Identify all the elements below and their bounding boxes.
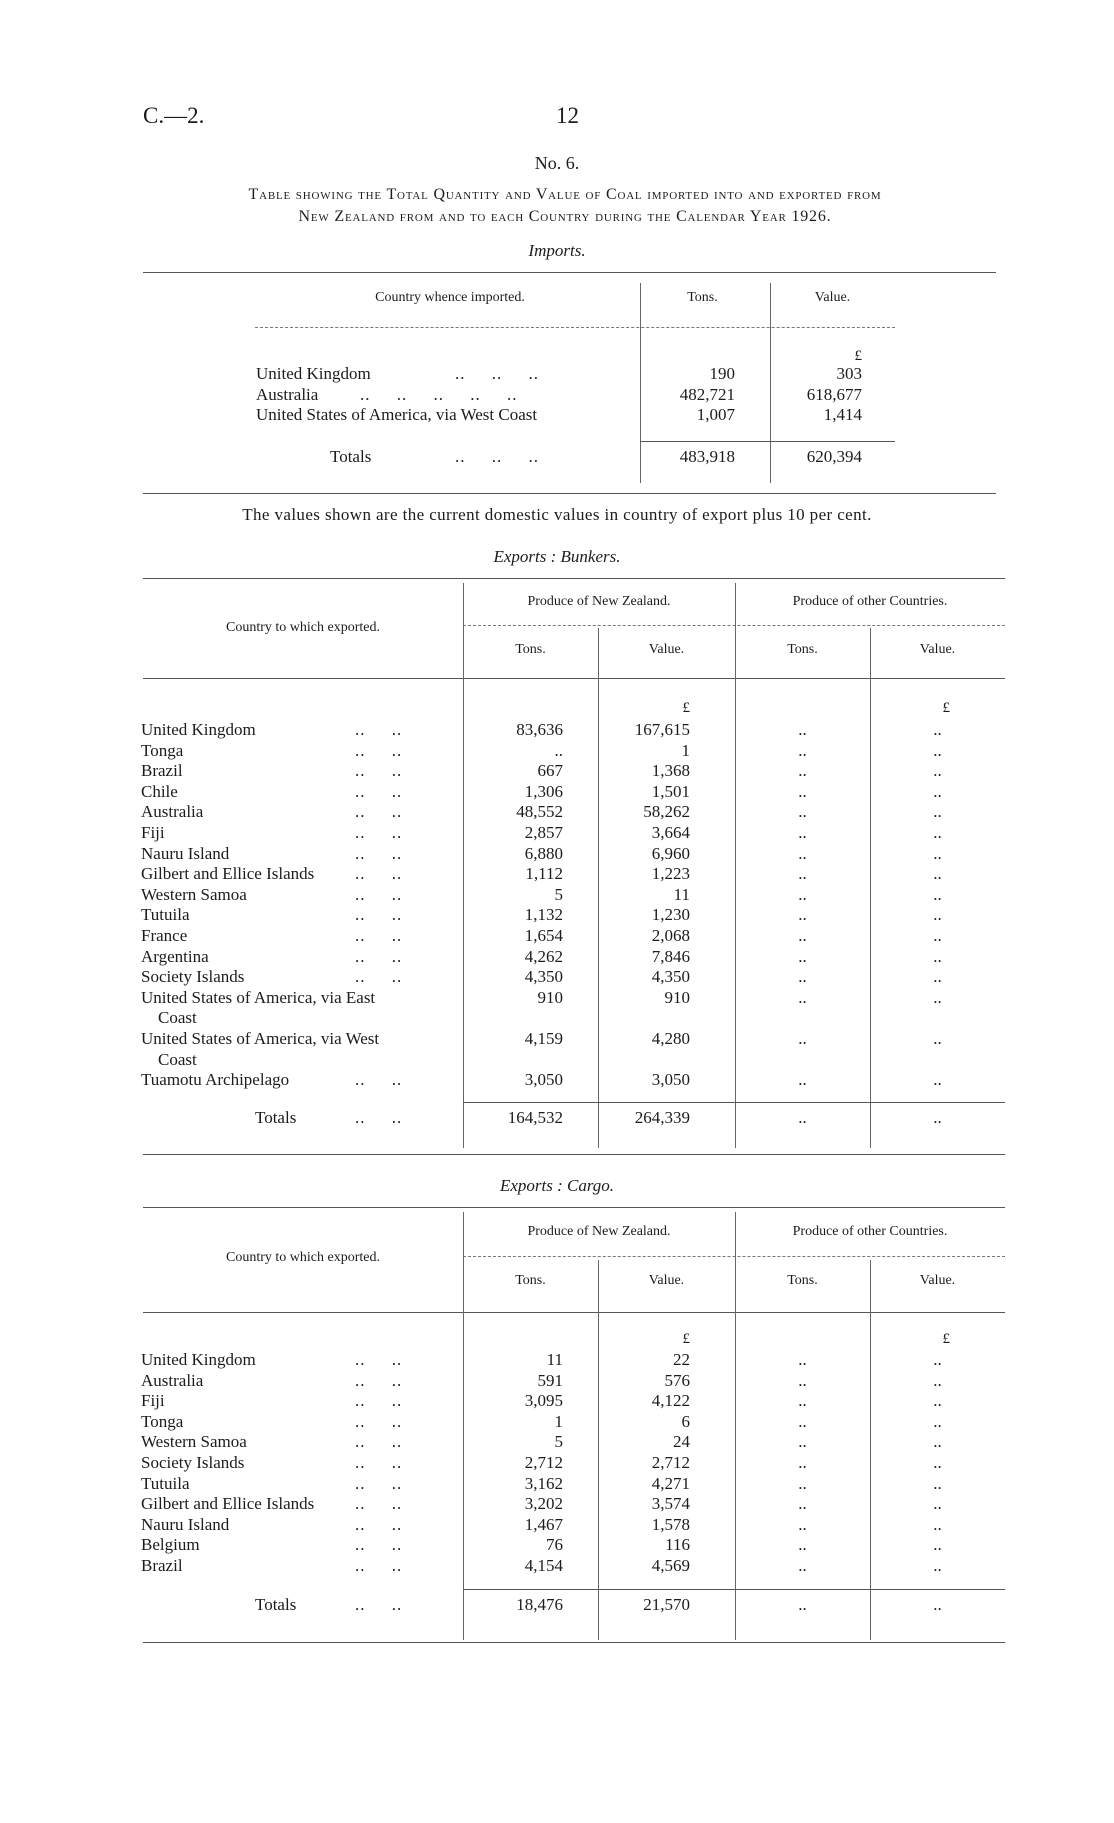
table-caption (130, 184, 1000, 228)
bunkers-currency-mark-nz: £ (682, 700, 690, 716)
bunkers-country: Nauru Island (141, 843, 230, 863)
cargo-header-nz: Produce of New Zealand. (527, 1224, 671, 1239)
bunkers-other-value: .. (933, 761, 942, 781)
cargo-other-tons: .. (798, 1453, 807, 1472)
leader-dots: .. .. (355, 1453, 403, 1472)
cargo-header-other-value: Value. (919, 1273, 956, 1288)
cargo-nz-value: 3,574 (651, 1494, 690, 1514)
imports-tons: 1,007 (696, 405, 735, 425)
leader-dots: .. .. (355, 1370, 403, 1390)
bunkers-nz-tons: 1,654 (524, 926, 563, 945)
cargo-other-tons: .. (798, 1473, 807, 1493)
cargo-currency-mark-nz: £ (682, 1331, 690, 1347)
cargo-other-value: .. (933, 1432, 942, 1452)
cargo-totals-nz-value: 21,570 (643, 1595, 690, 1614)
leader-dots: .. .. (355, 1391, 403, 1411)
imports-totals-tons: 483,918 (679, 447, 735, 466)
bunkers-header-country: Country to which exported. (226, 620, 380, 635)
cargo-bottom-rule (143, 1642, 1005, 1643)
bunkers-other-tons: .. (798, 1070, 807, 1090)
cargo-other-tons: .. (798, 1391, 807, 1411)
bunkers-other-tons: .. (798, 740, 807, 760)
bunkers-country: Tutuila (141, 905, 190, 925)
leader-dots: .. .. (355, 967, 403, 987)
cargo-other-value: .. (933, 1514, 942, 1534)
bunkers-other-value: .. (933, 905, 942, 925)
cargo-nz-value: 4,569 (651, 1556, 690, 1575)
cargo-nz-value: 576 (664, 1370, 690, 1390)
imports-header-tons: Tons. (687, 290, 718, 305)
bunkers-other-value: .. (933, 802, 942, 822)
cargo-other-value: .. (933, 1494, 942, 1514)
document-reference: C.—2. (143, 103, 205, 128)
bunkers-other-tons: .. (798, 884, 807, 904)
cargo-nz-value: 4,271 (651, 1473, 690, 1493)
cargo-other-value: .. (933, 1535, 942, 1555)
bunkers-totals-label: Totals (255, 1108, 297, 1127)
cargo-totals-label: Totals (255, 1595, 297, 1614)
bunkers-nz-tons: 3,050 (524, 1070, 563, 1090)
imports-header-country: Country whence imported. (375, 290, 525, 305)
cargo-group-rule (463, 1256, 1005, 1257)
cargo-top-rule (143, 1207, 1005, 1208)
bunkers-other-value: .. (933, 781, 942, 801)
leader-dots: .. .. (355, 1535, 403, 1555)
bunkers-bottom-rule (143, 1154, 1005, 1155)
cargo-other-value: .. (933, 1453, 942, 1472)
cargo-nz-value: 6 (681, 1411, 690, 1431)
cargo-country: Fiji (141, 1391, 165, 1411)
bunkers-other-tons: .. (798, 761, 807, 781)
cargo-country: Brazil (141, 1556, 183, 1575)
bunkers-other-value: .. (933, 926, 942, 945)
bunkers-other-value: .. (933, 720, 942, 739)
bunkers-group-rule (463, 625, 1005, 626)
leader-dots: .. .. (355, 926, 403, 945)
leader-dots: .. .. (355, 720, 403, 739)
bunkers-nz-tons: 1,132 (524, 905, 563, 925)
values-note: The values shown are the current domestic values in country of export plus 10 per cent. (242, 505, 872, 524)
cargo-country: Nauru Island (141, 1514, 230, 1534)
bunkers-other-value: .. (933, 987, 942, 1007)
bunkers-country: Australia (141, 802, 204, 822)
cargo-nz-value: 4,122 (651, 1391, 690, 1411)
bunkers-nz-value: 4,350 (651, 967, 690, 987)
cargo-header-nz-value: Value. (648, 1273, 685, 1288)
leader-dots: .. .. (355, 1473, 403, 1493)
bunkers-nz-tons: 910 (537, 987, 563, 1007)
imports-tons: 190 (709, 364, 735, 383)
bunkers-other-tons: .. (798, 926, 807, 945)
cargo-other-value: .. (933, 1556, 942, 1575)
cargo-nz-tons: 4,154 (524, 1556, 563, 1575)
cargo-other-tons: .. (798, 1514, 807, 1534)
imports-country: Australia (256, 384, 319, 404)
bunkers-country: Chile (141, 781, 178, 801)
cargo-country: Western Samoa (141, 1432, 247, 1452)
cargo-header-other-tons: Tons. (787, 1273, 818, 1288)
imports-value: 618,677 (806, 384, 862, 404)
leader-dots: .. .. (355, 740, 403, 760)
cargo-country: United Kingdom (141, 1350, 256, 1369)
bunkers-country: United Kingdom (141, 720, 256, 739)
bunkers-nz-tons: 5 (554, 884, 563, 904)
imports-value: 303 (836, 364, 862, 383)
cargo-nz-value: 22 (673, 1350, 690, 1369)
imports-header-value: Value. (814, 290, 851, 305)
cargo-heading: Exports : Cargo. (499, 1176, 615, 1195)
bunkers-totals-other-value: .. (933, 1108, 942, 1127)
cargo-country: Australia (141, 1370, 204, 1390)
bunkers-nz-value: 2,068 (651, 926, 690, 945)
cargo-nz-tons: 76 (546, 1535, 563, 1555)
bunkers-other-value: .. (933, 1070, 942, 1090)
bunkers-totals-nz-tons: 164,532 (507, 1108, 563, 1127)
bunkers-other-tons: .. (798, 802, 807, 822)
bunkers-other-tons: .. (798, 905, 807, 925)
imports-country: United States of America, via West Coast (256, 405, 538, 425)
cargo-nz-tons: 1,467 (524, 1514, 563, 1534)
bunkers-nz-value: 7,846 (651, 946, 690, 966)
leader-dots: .. .. .. (455, 364, 539, 383)
bunkers-nz-value: 167,615 (634, 720, 690, 739)
bunkers-other-tons: .. (798, 967, 807, 987)
bunkers-country: France (141, 926, 188, 945)
cargo-nz-tons: 2,712 (524, 1453, 563, 1472)
cargo-other-value: .. (933, 1370, 942, 1390)
bunkers-totals-other-tons: .. (798, 1108, 807, 1127)
leader-dots: .. .. (355, 1514, 403, 1534)
bunkers-other-tons: .. (798, 823, 807, 842)
cargo-other-tons: .. (798, 1411, 807, 1431)
cargo-nz-value: 116 (665, 1535, 690, 1555)
bunkers-country: United States of America, via East (141, 987, 376, 1007)
cargo-nz-tons: 3,202 (524, 1494, 563, 1514)
cargo-header-other: Produce of other Countries. (792, 1224, 948, 1239)
bunkers-nz-value: 6,960 (651, 843, 690, 863)
cargo-other-value: .. (933, 1350, 942, 1369)
cargo-country: Tonga (141, 1411, 184, 1431)
bunkers-totals-nz-value: 264,339 (634, 1108, 690, 1127)
bunkers-country: Tonga (141, 740, 184, 760)
bunkers-totals-rule (463, 1102, 1005, 1103)
bunkers-other-tons: .. (798, 987, 807, 1007)
leader-dots: .. .. (355, 1595, 403, 1614)
leader-dots: .. .. .. .. .. (360, 384, 518, 404)
bunkers-country: Brazil (141, 761, 183, 781)
bunkers-nz-value: 1,501 (651, 781, 690, 801)
leader-dots: .. .. .. (455, 447, 539, 466)
bunkers-country: Argentina (141, 946, 209, 966)
bunkers-country-cont: Coast (158, 1008, 197, 1028)
bunkers-nz-value: 58,262 (643, 802, 690, 822)
cargo-country: Tutuila (141, 1473, 190, 1493)
bunkers-nz-tons: 4,262 (524, 946, 563, 966)
imports-totals-label: Totals (330, 447, 372, 466)
bunkers-other-value: .. (933, 946, 942, 966)
bunkers-nz-value: 3,050 (651, 1070, 690, 1090)
cargo-totals-other-tons: .. (798, 1595, 807, 1614)
cargo-nz-tons: 3,162 (524, 1473, 563, 1493)
bunkers-nz-tons: 667 (537, 761, 563, 781)
imports-currency-mark: £ (854, 348, 862, 364)
bunkers-header-other-value: Value. (919, 642, 956, 657)
bunkers-nz-value: 1,223 (651, 864, 690, 884)
bunkers-other-value: .. (933, 864, 942, 884)
leader-dots: .. .. (355, 864, 403, 884)
leader-dots: .. .. (355, 1350, 403, 1369)
imports-value: 1,414 (823, 405, 862, 425)
bunkers-country: Society Islands (141, 967, 245, 987)
bunkers-other-value: .. (933, 843, 942, 863)
leader-dots: .. .. (355, 843, 403, 863)
bunkers-header-nz: Produce of New Zealand. (527, 594, 671, 609)
cargo-nz-tons: 591 (537, 1370, 563, 1390)
bunkers-other-tons: .. (798, 1029, 807, 1048)
imports-heading: Imports. (528, 241, 586, 260)
leader-dots: .. .. (355, 1108, 403, 1127)
bunkers-other-value: .. (933, 740, 942, 760)
cargo-totals-nz-tons: 18,476 (516, 1595, 563, 1614)
bunkers-country: Gilbert and Ellice Islands (141, 864, 315, 884)
imports-totals-rule (640, 441, 895, 442)
leader-dots: .. .. (355, 823, 403, 842)
bunkers-header-rule (143, 678, 1005, 679)
imports-tons: 482,721 (679, 384, 735, 404)
bunkers-nz-tons: 4,159 (524, 1029, 563, 1048)
bunkers-heading: Exports : Bunkers. (493, 547, 621, 566)
cargo-nz-value: 24 (673, 1432, 690, 1452)
cargo-nz-tons: 1 (554, 1411, 563, 1431)
bunkers-other-tons: .. (798, 781, 807, 801)
bunkers-nz-value: 4,280 (651, 1029, 690, 1048)
cargo-other-tons: .. (798, 1494, 807, 1514)
cargo-other-tons: .. (798, 1535, 807, 1555)
imports-top-rule (143, 272, 996, 273)
leader-dots: .. .. (355, 946, 403, 966)
bunkers-nz-value: 3,664 (651, 823, 690, 842)
cargo-nz-tons: 3,095 (524, 1391, 563, 1411)
bunkers-country: Tuamotu Archipelago (141, 1070, 290, 1090)
cargo-totals-rule (463, 1589, 1005, 1590)
leader-dots: .. .. (355, 1556, 403, 1575)
table-number: No. 6. (534, 153, 580, 173)
cargo-nz-value: 2,712 (651, 1453, 690, 1472)
cargo-other-tons: .. (798, 1370, 807, 1390)
cargo-country: Gilbert and Ellice Islands (141, 1494, 315, 1514)
leader-dots: .. .. (355, 761, 403, 781)
bunkers-other-value: .. (933, 823, 942, 842)
cargo-other-tons: .. (798, 1350, 807, 1369)
bunkers-other-tons: .. (798, 843, 807, 863)
bunkers-nz-value: 11 (673, 884, 690, 904)
leader-dots: .. .. (355, 781, 403, 801)
imports-country: United Kingdom (256, 364, 371, 383)
bunkers-nz-tons: 1,306 (524, 781, 563, 801)
page-number: 12 (556, 103, 579, 128)
leader-dots: .. .. (355, 884, 403, 904)
cargo-totals-other-value: .. (933, 1595, 942, 1614)
cargo-other-tons: .. (798, 1432, 807, 1452)
cargo-country: Belgium (141, 1535, 200, 1555)
leader-dots: .. .. (355, 1411, 403, 1431)
bunkers-header-other-tons: Tons. (787, 642, 818, 657)
bunkers-header-other: Produce of other Countries. (792, 594, 948, 609)
bunkers-nz-tons: .. (554, 740, 563, 760)
cargo-header-rule (143, 1312, 1005, 1313)
cargo-nz-tons: 11 (546, 1350, 563, 1369)
bunkers-nz-value: 910 (664, 987, 690, 1007)
imports-totals-value: 620,394 (806, 447, 862, 466)
cargo-header-country: Country to which exported. (226, 1250, 380, 1265)
bunkers-country: Western Samoa (141, 884, 247, 904)
bunkers-country: United States of America, via West (141, 1029, 380, 1048)
bunkers-nz-tons: 4,350 (524, 967, 563, 987)
cargo-country: Society Islands (141, 1453, 245, 1472)
bunkers-nz-tons: 1,112 (525, 864, 563, 884)
imports-bottom-rule (143, 493, 996, 494)
leader-dots: .. .. (355, 1070, 403, 1090)
leader-dots: .. .. (355, 1432, 403, 1452)
bunkers-nz-tons: 6,880 (524, 843, 563, 863)
bunkers-other-value: .. (933, 1029, 942, 1048)
bunkers-header-nz-value: Value. (648, 642, 685, 657)
cargo-other-value: .. (933, 1391, 942, 1411)
cargo-currency-mark-other: £ (942, 1331, 950, 1347)
bunkers-nz-value: 1,368 (651, 761, 690, 781)
bunkers-nz-tons: 83,636 (516, 720, 563, 739)
bunkers-country-cont: Coast (158, 1049, 197, 1069)
bunkers-nz-value: 1,230 (651, 905, 690, 925)
leader-dots: .. .. (355, 1494, 403, 1514)
cargo-nz-value: 1,578 (651, 1514, 690, 1534)
bunkers-other-tons: .. (798, 720, 807, 739)
bunkers-other-value: .. (933, 967, 942, 987)
bunkers-nz-value: 1 (681, 740, 690, 760)
bunkers-nz-tons: 2,857 (524, 823, 563, 842)
bunkers-other-tons: .. (798, 864, 807, 884)
cargo-other-value: .. (933, 1473, 942, 1493)
cargo-other-tons: .. (798, 1556, 807, 1575)
cargo-nz-tons: 5 (554, 1432, 563, 1452)
leader-dots: .. .. (355, 905, 403, 925)
caption-line-2: New Zealand from and to each Country during the Calendar Year 1926. (298, 208, 832, 225)
cargo-other-value: .. (933, 1411, 942, 1431)
bunkers-nz-tons: 48,552 (516, 802, 563, 822)
bunkers-country: Fiji (141, 823, 165, 842)
cargo-header-nz-tons: Tons. (515, 1273, 546, 1288)
caption-line-1: Table showing the Total Quantity and Value of Coal imported into and exported from (248, 186, 882, 203)
bunkers-currency-mark-other: £ (942, 700, 950, 716)
bunkers-header-nz-tons: Tons. (515, 642, 546, 657)
imports-header-rule (255, 327, 895, 328)
leader-dots: .. .. (355, 802, 403, 822)
bunkers-other-tons: .. (798, 946, 807, 966)
bunkers-other-value: .. (933, 884, 942, 904)
bunkers-top-rule (143, 578, 1005, 579)
